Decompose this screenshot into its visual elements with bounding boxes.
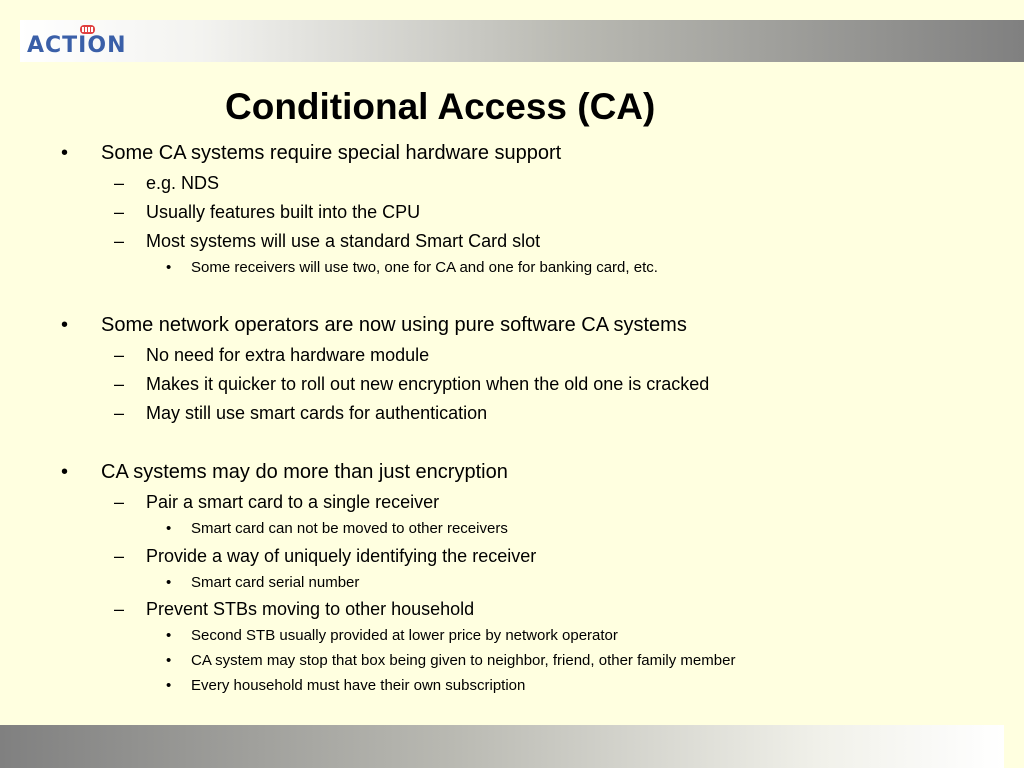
bullet-marker: – [114, 173, 125, 193]
footer-gradient-bar [0, 725, 1004, 768]
logo-text: ACTION [27, 33, 127, 58]
action-logo [24, 25, 136, 59]
bullet-marker: • [61, 314, 69, 336]
bullet-marker: • [166, 652, 172, 669]
bullet-marker: • [166, 627, 172, 644]
bullet-text: Every household must have their own subscription [191, 677, 526, 694]
bullet-text: Makes it quicker to roll out new encryption when the old one is cracked [146, 374, 710, 394]
bullet-text: May still use smart cards for authentication [146, 403, 488, 423]
bullet-text: No need for extra hardware module [146, 345, 430, 365]
bullet-marker: – [114, 492, 125, 512]
bullet-text: CA system may stop that box being given to neighbor, friend, other family member [191, 652, 736, 669]
bullet-marker: • [61, 461, 69, 483]
bullet-text: e.g. NDS [146, 173, 220, 193]
bullet-text: Smart card can not be moved to other receivers [191, 520, 508, 537]
bullet-marker: – [114, 599, 125, 619]
bullet-text: Usually features built into the CPU [146, 202, 421, 222]
bullet-marker: – [114, 546, 125, 566]
bullet-text: Pair a smart card to a single receiver [146, 492, 440, 512]
header-gradient-bar [20, 20, 1024, 62]
bullet-marker: • [166, 259, 172, 276]
bullet-marker: – [114, 231, 125, 251]
bullet-text: Second STB usually provided at lower price by network operator [191, 627, 618, 644]
bullet-marker: – [114, 345, 125, 365]
bullet-marker: • [166, 677, 172, 694]
bullet-text: CA systems may do more than just encryption [101, 461, 508, 483]
bullet-text: Smart card serial number [191, 574, 360, 591]
bullet-text: Some CA systems require special hardware support [101, 142, 562, 164]
bullet-text: Some network operators are now using pure software CA systems [101, 314, 687, 336]
bullet-text: Prevent STBs moving to other household [146, 599, 475, 619]
bullet-marker: • [166, 574, 172, 591]
bullet-marker: • [166, 520, 172, 537]
bullet-marker: – [114, 403, 125, 423]
bullet-marker: • [61, 142, 69, 164]
bullet-text: Provide a way of uniquely identifying the receiver [146, 546, 537, 566]
slide-title: Conditional Access (CA) [225, 86, 656, 127]
bullet-marker: – [114, 202, 125, 222]
bullet-text: Most systems will use a standard Smart Card slot [146, 231, 541, 251]
bullet-marker: – [114, 374, 125, 394]
bullet-text: Some receivers will use two, one for CA and one for banking card, etc. [191, 259, 658, 276]
